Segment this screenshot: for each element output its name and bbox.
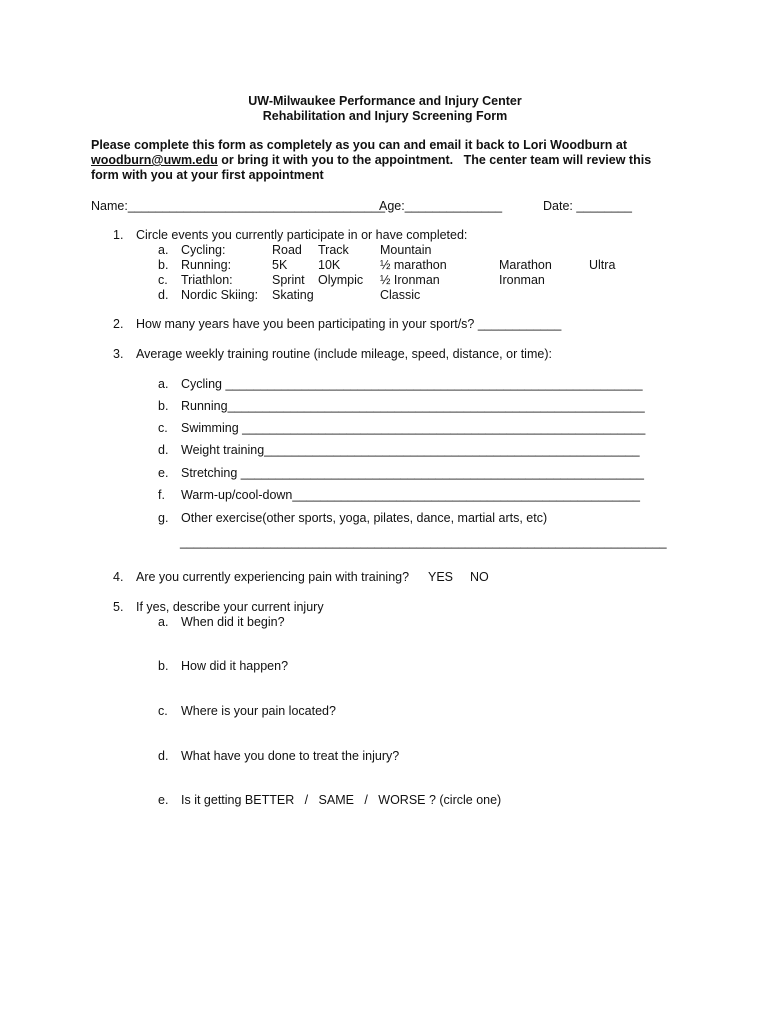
q3-item-letter: e.	[158, 466, 169, 480]
age-field[interactable]: Age:______________	[379, 199, 503, 213]
name-field[interactable]: Name:_____________________________________	[91, 199, 386, 213]
q5-item-letter: e.	[158, 793, 169, 807]
intro-line2	[91, 153, 651, 168]
q1-row-letter: c.	[158, 273, 168, 287]
q3-item-running[interactable]: Running____________________________________________________________	[181, 399, 645, 413]
q3-text: Average weekly training routine (include mileage, speed, distance, or time):	[136, 347, 552, 361]
q1-option[interactable]: ½ marathon	[380, 258, 447, 272]
q3-item-other-exercise: Other exercise(other sports, yoga, pilates, dance, martial arts, etc)	[181, 511, 548, 525]
no-option[interactable]: NO	[470, 570, 489, 584]
q5-item-letter: c.	[158, 704, 168, 718]
q1-text: Circle events you currently participate in or have completed:	[136, 228, 468, 242]
q1-option[interactable]: ½ Ironman	[380, 273, 440, 287]
q1-option[interactable]: Mountain	[380, 243, 432, 257]
q3-other-answer-line[interactable]: ______________________________________________________________________	[180, 535, 667, 549]
q1-option[interactable]: Ultra	[589, 258, 616, 272]
q3-item-stretching[interactable]: Stretching __________________________________________________________	[181, 466, 644, 480]
q3-item-letter: f.	[158, 488, 165, 502]
q1-option[interactable]: Track	[318, 243, 349, 257]
intro-line1: Please complete this form as completely as you can and email it back to Lori Woodburn at	[91, 138, 628, 152]
q5-item-where: Where is your pain located?	[181, 704, 336, 718]
q1-option[interactable]: Classic	[380, 288, 421, 302]
q3-item-letter: c.	[158, 421, 168, 435]
q3-item-warmup[interactable]: Warm-up/cool-down__________________________________________________	[181, 488, 640, 502]
q3-item-letter: b.	[158, 399, 169, 413]
date-field[interactable]: Date: ________	[543, 199, 632, 213]
intro-line3: form with you at your first appointment	[91, 168, 324, 182]
q1-row-sport: Cycling:	[181, 243, 226, 257]
q3-item-letter: d.	[158, 443, 169, 457]
q3-item-cycling[interactable]: Cycling ____________________________________________________________	[181, 377, 643, 391]
q5-item-letter: a.	[158, 615, 169, 629]
form-title-line1: UW-Milwaukee Performance and Injury Center	[248, 94, 522, 108]
q1-row-letter: a.	[158, 243, 169, 257]
q5-item-treatment: What have you done to treat the injury?	[181, 749, 400, 763]
q3-number: 3.	[113, 347, 124, 361]
q5-item-letter: d.	[158, 749, 169, 763]
q1-option[interactable]: Skating	[272, 288, 314, 302]
q5-text: If yes, describe your current injury	[136, 600, 324, 614]
q1-option[interactable]: Marathon	[499, 258, 552, 272]
q5-number: 5.	[113, 600, 124, 614]
q3-item-letter: a.	[158, 377, 169, 391]
q1-row-sport: Nordic Skiing:	[181, 288, 259, 302]
q5-item-when: When did it begin?	[181, 615, 285, 629]
q1-row-letter: d.	[158, 288, 169, 302]
q2-number: 2.	[113, 317, 124, 331]
form-title-line2: Rehabilitation and Injury Screening Form	[262, 109, 508, 123]
q1-option[interactable]: Sprint	[272, 273, 305, 287]
email-link[interactable]: woodburn@uwm.edu	[91, 153, 218, 167]
q1-option[interactable]: Olympic	[318, 273, 364, 287]
q4-text: Are you currently experiencing pain with training?	[136, 570, 410, 584]
yes-option[interactable]: YES	[428, 570, 454, 584]
q1-row-sport: Triathlon:	[181, 273, 233, 287]
q1-option[interactable]: Ironman	[499, 273, 545, 287]
q1-number: 1.	[113, 228, 124, 242]
q1-option[interactable]: 5K	[272, 258, 288, 272]
q4-number: 4.	[113, 570, 124, 584]
q1-option[interactable]: 10K	[318, 258, 341, 272]
q2-text[interactable]: How many years have you been participating in your sport/s? ____________	[136, 317, 562, 331]
intro-line2-rest: or bring it with you to the appointment. The center team will review this	[217, 153, 652, 167]
q5-item-how: How did it happen?	[181, 659, 289, 673]
q1-row-sport: Running:	[181, 258, 232, 272]
q3-item-swimming[interactable]: Swimming __________________________________________________________	[181, 421, 646, 435]
q3-item-letter: g.	[158, 511, 169, 525]
q3-item-weight-training[interactable]: Weight training______________________________________________________	[181, 443, 640, 457]
q5-item-progress[interactable]: Is it getting BETTER / SAME / WORSE ? (circle one)	[181, 793, 502, 807]
q1-option[interactable]: Road	[272, 243, 302, 257]
q1-row-letter: b.	[158, 258, 169, 272]
q5-item-letter: b.	[158, 659, 169, 673]
